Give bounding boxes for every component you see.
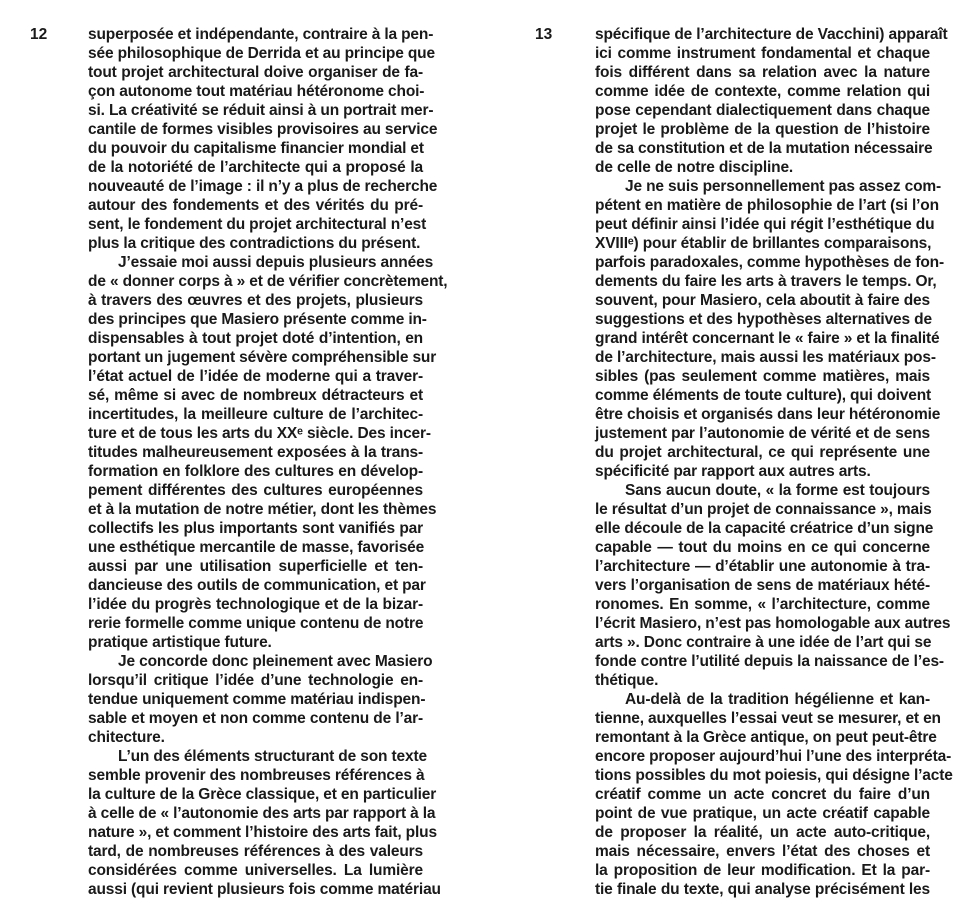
text-line: de l’architecture, mais aussi les matériaux pos- bbox=[595, 349, 936, 366]
text-line: et à la mutation de notre métier, dont les thèmes bbox=[88, 501, 437, 518]
text-line: autour des fondements et des vérités du pré- bbox=[88, 197, 423, 214]
text-line: le résultat d’un projet de connaissance », mais bbox=[595, 501, 932, 518]
text-line: une esthétique mercantile de masse, favorisée bbox=[88, 539, 425, 556]
text-line: l’idée du progrès technologique et de la bizar- bbox=[88, 596, 423, 613]
text-line: J’essaie moi aussi depuis plusieurs années bbox=[118, 254, 434, 271]
text-line: l’écrit Masiero, n’est pas homologable aux autres bbox=[595, 615, 951, 632]
text-line: sable et moyen et non comme contenu de l’ar- bbox=[88, 710, 423, 727]
text-line: formation en folklore des cultures en dévelop- bbox=[88, 463, 423, 480]
text-line: si. La créativité se réduit ainsi à un portrait mer- bbox=[88, 102, 434, 119]
text-line: vers l’organisation de sens de matériaux hété- bbox=[595, 577, 930, 594]
text-line: la culture de la Grèce classique, et en particulier bbox=[88, 786, 437, 803]
text-line: semble provenir des nombreuses références à bbox=[88, 767, 425, 784]
text-line: l’architecture — d’établir une autonomie à tra- bbox=[595, 558, 930, 575]
text-line: de celle de notre discipline. bbox=[595, 159, 794, 176]
text-line: à travers des œuvres et des projets, plusieurs bbox=[88, 292, 423, 309]
text-line: Je concorde donc pleinement avec Masiero bbox=[118, 653, 433, 670]
text-line: tienne, auxquelles l’essai veut se mesurer, et en bbox=[595, 710, 941, 727]
text-line: comme idée de contexte, comme relation qui bbox=[595, 83, 930, 100]
text-line: pétent en matière de philosophie de l’art (si l’on bbox=[595, 197, 939, 214]
text-line: du projet architectural, ce qui représente une bbox=[595, 444, 930, 461]
text-line: çon autonome tout matériau hétéronome choi- bbox=[88, 83, 425, 100]
text-line: thétique. bbox=[595, 672, 659, 689]
text-line: capable — tout du moins en ce qui concerne bbox=[595, 539, 930, 556]
text-line: elle découle de la capacité créatrice d’un signe bbox=[595, 520, 934, 537]
text-line: sée philosophique de Derrida et au principe que bbox=[88, 45, 435, 62]
text-line: incertitudes, la meilleure culture de l’architec- bbox=[88, 406, 423, 423]
text-line: aussi par une utilisation superficielle et ten- bbox=[88, 558, 423, 575]
text-line: dancieuse des outils de communication, et par bbox=[88, 577, 426, 594]
text-line: suggestions et des hypothèses alternatives de bbox=[595, 311, 932, 328]
text-line: de « donner corps à » et de vérifier concrètement, bbox=[88, 273, 448, 290]
text-line: ici comme instrument fondamental et chaque bbox=[595, 45, 930, 62]
text-line: ronomes. En somme, « l’architecture, comme bbox=[595, 596, 930, 613]
text-line: justement par l’autonomie de vérité et de sens bbox=[595, 425, 930, 442]
text-line: de la notoriété de l’architecte qui a proposé la bbox=[88, 159, 423, 176]
text-line: de proposer la réalité, un acte auto-critique, bbox=[595, 824, 930, 841]
page-number: 12 bbox=[30, 26, 48, 43]
text-line: mais nécessaire, envers l’état des choses et bbox=[595, 843, 930, 860]
text-line: point de vue pratique, un acte créatif capable bbox=[595, 805, 930, 822]
text-line: fois différent dans sa relation avec la nature bbox=[595, 64, 930, 81]
text-line: tard, de nombreuses références à des valeurs bbox=[88, 843, 423, 860]
text-line: du pouvoir du capitalisme financier mondial et bbox=[88, 140, 424, 157]
text-line: être choisis et organisés dans leur hétéronomie bbox=[595, 406, 941, 423]
text-line: dispensables à tout projet doté d’intention, en bbox=[88, 330, 423, 347]
text-line: cantile de formes visibles provisoires au service bbox=[88, 121, 438, 138]
text-line: Je ne suis personnellement pas assez com- bbox=[625, 178, 942, 195]
text-line: lorsqu’il critique l’idée d’une technologie en- bbox=[88, 672, 423, 689]
text-line: tout projet architectural doive organiser de fa- bbox=[88, 64, 423, 81]
body-text bbox=[595, 25, 953, 899]
text-line: de sa constitution et de la mutation nécessaire bbox=[595, 140, 933, 157]
text-line: spécifique de l’architecture de Vacchini) apparaît bbox=[595, 26, 948, 43]
page-number: 13 bbox=[535, 26, 553, 43]
text-line: Au-delà de la tradition hégélienne et kan- bbox=[625, 691, 930, 708]
text-line: tie finale du texte, qui analyse précisément les bbox=[595, 881, 930, 898]
text-line: considérées comme universelles. La lumière bbox=[88, 862, 423, 879]
text-line: aussi (qui revient plusieurs fois comme matériau bbox=[88, 881, 441, 898]
text-line: fonde contre l’utilité depuis la naissance de l’es- bbox=[595, 653, 944, 670]
text-line: superposée et indépendante, contraire à la pen- bbox=[88, 26, 434, 43]
text-line: souvent, pour Masiero, cela aboutit à faire des bbox=[595, 292, 930, 309]
text-line: l’état actuel de l’idée de moderne qui a traver- bbox=[88, 368, 423, 385]
text-line: tions possibles du mot poiesis, qui désigne l’acte bbox=[595, 767, 953, 784]
text-line: tendue uniquement comme matériau indispen- bbox=[88, 691, 426, 708]
text-line: nouveauté de l’image : il n’y a plus de recherche bbox=[88, 178, 438, 195]
text-line: grand intérêt concernant le « faire » et la finalité bbox=[595, 330, 940, 347]
text-line: remontant à la Grèce antique, on peut peut-être bbox=[595, 729, 937, 746]
text-line: dements du faire les arts à travers le temps. Or, bbox=[595, 273, 937, 290]
text-line: créatif comme un acte concret du faire d’un bbox=[595, 786, 930, 803]
text-line: spécificité par rapport aux autres arts. bbox=[595, 463, 871, 480]
text-line: parfois paradoxales, comme hypothèses de fon- bbox=[595, 254, 944, 271]
text-line: titudes malheureusement exposées à la trans- bbox=[88, 444, 423, 461]
text-line: comme éléments de toute culture), qui doivent bbox=[595, 387, 932, 404]
text-line: rerie formelle comme unique contenu de notre bbox=[88, 615, 424, 632]
text-line: plus la critique des contradictions du présent. bbox=[88, 235, 421, 252]
text-line: ture et de tous les arts du XXᵉ siècle. Des incer- bbox=[88, 425, 431, 442]
text-line: nature », et comment l’histoire des arts fait, plus bbox=[88, 824, 437, 841]
body-text bbox=[88, 25, 448, 899]
text-line: des principes que Masiero présente comme in- bbox=[88, 311, 427, 328]
text-line: à celle de « l’autonomie des arts par rapport à la bbox=[88, 805, 436, 822]
text-line: portant un jugement sévère compréhensible sur bbox=[88, 349, 437, 366]
text-line: L’un des éléments structurant de son texte bbox=[118, 748, 427, 765]
text-line: XVIIIᵉ) pour établir de brillantes comparaisons, bbox=[595, 235, 932, 252]
text-line: Sans aucun doute, « la forme est toujours bbox=[625, 482, 930, 499]
text-line: encore proposer aujourd’hui l’une des interpréta- bbox=[595, 748, 952, 765]
text-line: pratique artistique future. bbox=[88, 634, 272, 651]
text-line: chitecture. bbox=[88, 729, 165, 746]
text-line: arts ». Donc contraire à une idée de l’art qui se bbox=[595, 634, 932, 651]
text-line: pose cependant dialectiquement dans chaque bbox=[595, 102, 930, 119]
text-line: sibles (pas seulement comme matières, mais bbox=[595, 368, 930, 385]
text-line: pement différentes des cultures européennes bbox=[88, 482, 423, 499]
text-line: projet le problème de la question de l’histoire bbox=[595, 121, 930, 138]
text-line: peut définir ainsi l’idée qui régit l’esthétique du bbox=[595, 216, 935, 233]
right-page bbox=[478, 0, 956, 912]
text-line: la proposition de leur modification. Et la par- bbox=[595, 862, 930, 879]
text-line: sé, même si avec de nombreux détracteurs et bbox=[88, 387, 423, 404]
text-line: collectifs les plus importants sont vanifiés par bbox=[88, 520, 423, 537]
text-line: sent, le fondement du projet architectural n’est bbox=[88, 216, 427, 233]
